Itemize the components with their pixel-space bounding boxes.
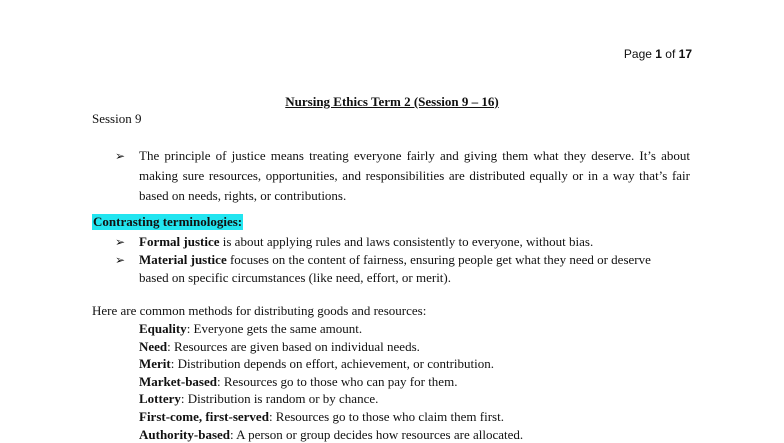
page-current: 1: [655, 47, 662, 61]
method-desc: : Distribution is random or by chance.: [180, 391, 379, 407]
document-title: Nursing Ethics Term 2 (Session 9 – 16): [285, 94, 499, 109]
list-item: [139, 408, 523, 426]
method-desc: : Resources go to those who can pay for them.: [217, 373, 458, 389]
arrowhead-bullet-icon: ➢: [115, 253, 126, 267]
method-term: First-come, first-served: [139, 408, 269, 424]
contrast-desc: focuses on the content of fairness, ensuring people get what they need or deserve based on specific circumstances (like need, effort, or merit).: [139, 252, 651, 285]
method-term: Lottery: [139, 391, 181, 407]
list-item: [139, 320, 523, 338]
list-item: [139, 373, 523, 391]
page-prefix: Page: [623, 47, 656, 61]
method-term: Equality: [139, 321, 187, 336]
list-item: [115, 251, 675, 287]
arrowhead-bullet-icon: ➢: [115, 149, 126, 163]
methods-list: [139, 320, 523, 443]
contrasting-heading: Contrasting terminologies:: [93, 214, 243, 229]
methods-intro: Here are common methods for distributing goods and resources:: [92, 303, 427, 318]
session-label: Session 9: [92, 111, 142, 126]
method-desc: : Resources go to those who claim them first.: [268, 408, 504, 424]
contrast-term: Formal justice: [139, 234, 220, 249]
list-item: [139, 338, 523, 356]
contrasting-list: [115, 233, 675, 287]
contrast-desc: is about applying rules and laws consistently to everyone, without bias.: [219, 234, 594, 249]
method-term: Merit: [139, 356, 171, 372]
list-item: [139, 355, 523, 373]
justice-paragraph-text: The principle of justice means treating everyone fairly and giving them what they deserve. It’s about making sure resources, opportunities, and responsibilities are distributed equally or in a way that’s fair based on needs, rights, or contributions.: [139, 148, 690, 203]
contrast-term: Material justice: [139, 252, 227, 267]
method-desc: : Everyone gets the same amount.: [186, 321, 363, 336]
page-of: of: [661, 47, 679, 61]
method-desc: : A person or group decides how resources are allocated.: [230, 426, 524, 442]
list-item: [139, 426, 523, 443]
page-number: [624, 47, 692, 61]
contrast-text: [139, 251, 675, 287]
contrast-text: [139, 233, 593, 251]
method-term: Need: [139, 338, 168, 354]
method-term: Market-based: [139, 373, 217, 389]
page-total: 17: [678, 47, 692, 61]
list-item: [115, 233, 675, 251]
justice-paragraph: [115, 146, 690, 206]
arrowhead-bullet-icon: ➢: [115, 235, 126, 249]
method-desc: : Distribution depends on effort, achievement, or contribution.: [170, 356, 495, 372]
list-item: [139, 390, 523, 408]
method-term: Authority-based: [139, 426, 231, 442]
method-desc: : Resources are given based on individual needs.: [167, 338, 420, 354]
